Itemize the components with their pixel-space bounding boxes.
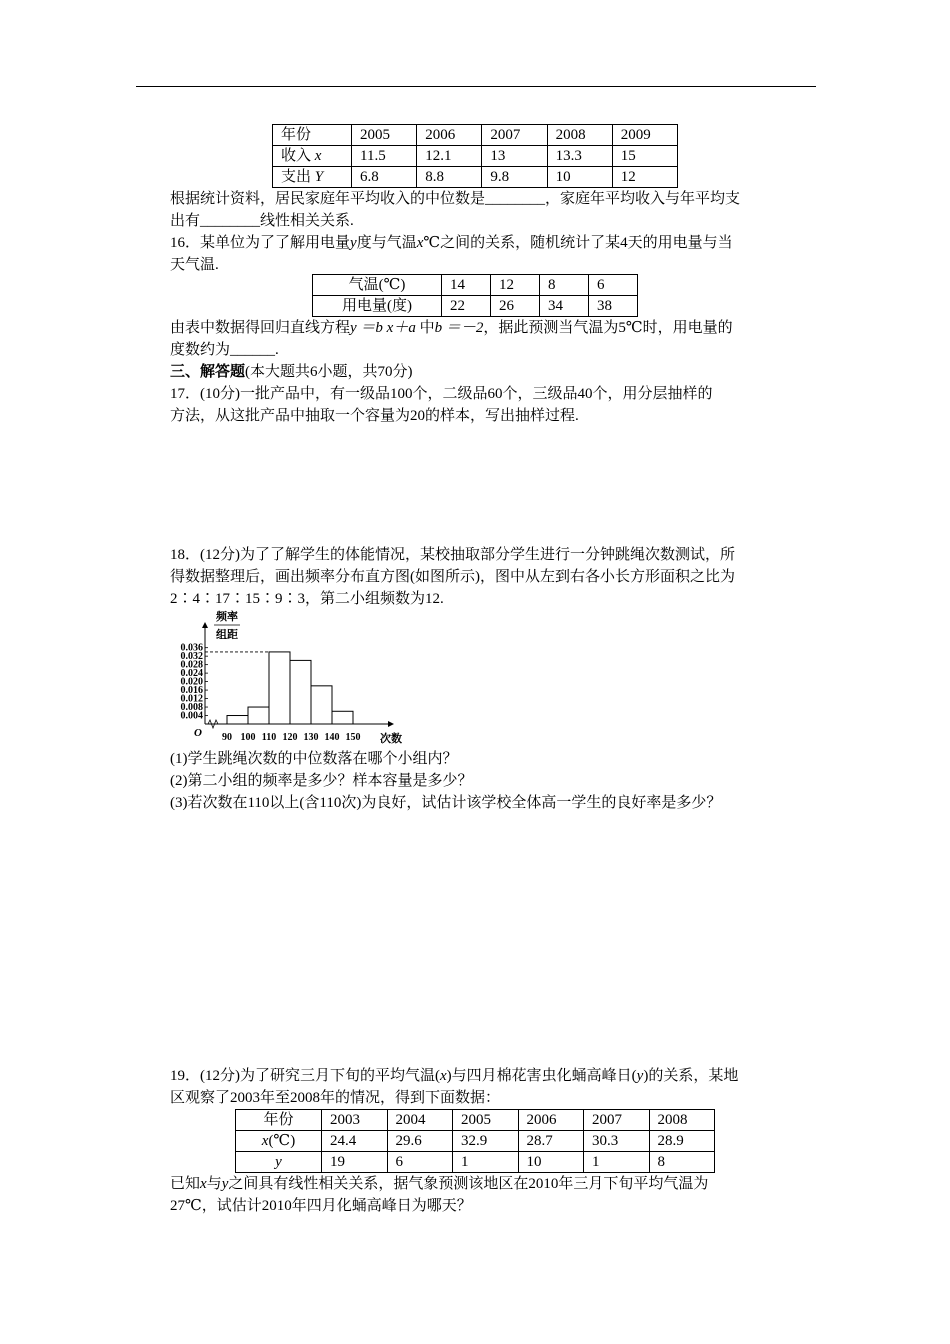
table-cell: 29.6	[387, 1131, 453, 1152]
table-cell: 13.3	[547, 146, 612, 167]
table-cell: 26	[491, 296, 540, 317]
table-cell: 32.9	[453, 1131, 519, 1152]
table-cell	[273, 167, 352, 188]
text-line: (1)学生跳绳次数的中位数落在哪个小组内？	[170, 751, 458, 767]
frequency-histogram	[170, 608, 410, 748]
q19-text	[170, 1065, 820, 1109]
histogram-bar-2	[248, 707, 269, 724]
table-row	[273, 146, 678, 167]
table-cell: 34	[540, 296, 589, 317]
table-cell: 2006	[417, 125, 482, 146]
text-line: 得数据整理后，画出频率分布直方图(如图所示)，图中从左到右各小长方形面积之比为	[170, 569, 735, 585]
table-cell: 2007	[584, 1110, 650, 1131]
histogram-bar-4	[290, 660, 311, 724]
table-row	[273, 125, 678, 146]
table-cell: 38	[589, 296, 638, 317]
y-tick-label: 0.008	[180, 702, 203, 714]
y-tick-label: 0.036	[180, 642, 203, 654]
x-axis-label: 次数	[380, 733, 402, 745]
temperature-power-table	[312, 274, 638, 317]
table-cell: 30.3	[584, 1131, 650, 1152]
table-cell: 8.8	[417, 167, 482, 188]
text-line: 2∶4∶17∶15∶9∶3，第二小组频数为12.	[170, 591, 444, 607]
table-cell: 用电量(度)	[313, 296, 442, 317]
table-cell: 2009	[612, 125, 677, 146]
x-tick-label: 110	[261, 732, 277, 743]
text-line: 27℃，试估计2010年四月化蛹高峰日为哪天？	[170, 1198, 472, 1214]
table-cell: 28.9	[649, 1131, 715, 1152]
table-cell: 12	[491, 275, 540, 296]
histogram-bar-6	[332, 711, 353, 724]
table-cell	[273, 146, 352, 167]
table-cell: 2006	[518, 1110, 584, 1131]
table-cell: 1	[584, 1152, 650, 1173]
section-heading: 三、解答题(本大题共6小题，共70分)	[170, 364, 413, 380]
q19-continued	[170, 1173, 820, 1217]
y-tick-label: 0.028	[180, 659, 203, 671]
table-cell: 13	[482, 146, 547, 167]
table-cell: 10	[518, 1152, 584, 1173]
text-line: 16．某单位为了了解用电量y度与气温x℃之间的关系，随机统计了某4天的用电量与当	[170, 235, 733, 251]
var-y: Y	[314, 169, 324, 185]
table-cell: 2008	[649, 1110, 715, 1131]
table-cell: 6	[589, 275, 638, 296]
y-tick-label: 0.020	[180, 676, 203, 688]
header-rule	[136, 86, 816, 87]
table-row	[236, 1152, 715, 1173]
table-cell: 6	[387, 1152, 453, 1173]
text-line: (3)若次数在110以上(含110次)为良好，试估计该学校全体高一学生的良好率是多少？	[170, 795, 722, 811]
y-tick-label: 0.012	[180, 693, 203, 705]
table-cell: 2003	[322, 1110, 388, 1131]
table-cell: 10	[547, 167, 612, 188]
table-cell: 2004	[387, 1110, 453, 1131]
y-tick-label: 0.016	[180, 685, 203, 697]
text-line: 天气温.	[170, 257, 219, 273]
table-cell: 8	[649, 1152, 715, 1173]
text-line: 已知x与y之间具有线性相关关系，据气象预测该地区在2010年三月下旬平均气温为	[170, 1176, 709, 1192]
x-axis-arrow	[388, 721, 394, 727]
table-cell: 年份	[273, 125, 352, 146]
table-cell: 24.4	[322, 1131, 388, 1152]
table-cell: x(℃)	[236, 1131, 322, 1152]
q18-text	[170, 544, 820, 610]
text-line: 区观察了2003年至2008年的情况，得到下面数据：	[170, 1090, 501, 1106]
y-label-bottom: 组距	[216, 629, 238, 641]
table-cell: 12.1	[417, 146, 482, 167]
table-cell: 15	[612, 146, 677, 167]
text-line: 度数约为______.	[170, 342, 279, 358]
table-cell: 2005	[352, 125, 417, 146]
table-row	[313, 275, 638, 296]
histogram-axes	[194, 609, 402, 745]
table-cell: y	[236, 1152, 322, 1173]
table-cell: 14	[442, 275, 491, 296]
q15-text	[170, 188, 820, 232]
text-line: 18．(12分)为了了解学生的体能情况，某校抽取部分学生进行一分钟跳绳次数测试，所	[170, 547, 735, 563]
table-cell: 28.7	[518, 1131, 584, 1152]
y-label-top: 频率	[216, 611, 238, 623]
var-x: x	[314, 148, 322, 164]
histogram-bar-1	[227, 716, 248, 724]
table-cell: 2007	[482, 125, 547, 146]
x-tick-label: 150	[345, 732, 361, 743]
table-cell: 11.5	[352, 146, 417, 167]
table-cell: 9.8	[482, 167, 547, 188]
x-tick-label: 90	[222, 732, 232, 743]
q16-continued	[170, 317, 820, 427]
table-cell: 2008	[547, 125, 612, 146]
table-cell: 8	[540, 275, 589, 296]
x-tick-label: 130	[303, 732, 319, 743]
table-cell: 19	[322, 1152, 388, 1173]
x-tick-label: 140	[324, 732, 340, 743]
row-label: 收入	[281, 148, 312, 164]
table-cell: 22	[442, 296, 491, 317]
table-row	[313, 296, 638, 317]
table-row	[273, 167, 678, 188]
table-cell: 气温(℃)	[313, 275, 442, 296]
text-line: 由表中数据得回归直线方程y ＝b x＋a 中b ＝－2，据此预测当气温为5℃时，用电量的	[170, 320, 733, 336]
y-tick-label: 0.024	[180, 668, 203, 680]
x-tick-label: 100	[240, 732, 256, 743]
y-axis-arrow	[202, 622, 208, 628]
histogram-bar-3	[269, 652, 290, 724]
q18-subquestions	[170, 748, 820, 814]
table-cell: 6.8	[352, 167, 417, 188]
text-line: 19．(12分)为了研究三月下旬的平均气温(x)与四月棉花害虫化蛹高峰日(y)的关系，某地	[170, 1068, 739, 1084]
text-line: 出有________线性相关关系.	[170, 213, 354, 229]
q16-text	[170, 232, 820, 276]
text-line: 根据统计资料，居民家庭年平均收入的中位数是________，家庭年平均收入与年平均支	[170, 191, 741, 207]
table-cell: 年份	[236, 1110, 322, 1131]
row-label: 支出	[281, 169, 312, 185]
table-cell: 12	[612, 167, 677, 188]
temperature-pupation-table	[235, 1109, 715, 1173]
origin-label: O	[194, 727, 202, 739]
text-line: 方法，从这批产品中抽取一个容量为20的样本，写出抽样过程.	[170, 408, 579, 424]
x-tick-label: 120	[282, 732, 298, 743]
table-cell: 2005	[453, 1110, 519, 1131]
table-row	[236, 1131, 715, 1152]
table-cell: 1	[453, 1152, 519, 1173]
y-tick-label: 0.032	[180, 651, 203, 663]
table-row	[236, 1110, 715, 1131]
text-line: (2)第二小组的频率是多少？样本容量是多少？	[170, 773, 473, 789]
text-line: 17．(10分)一批产品中，有一级品100个，二级品60个，三级品40个，用分层抽样的	[170, 386, 713, 402]
income-expense-table	[272, 124, 678, 188]
y-tick-label: 0.004	[180, 710, 203, 722]
histogram-bar-5	[311, 686, 332, 724]
